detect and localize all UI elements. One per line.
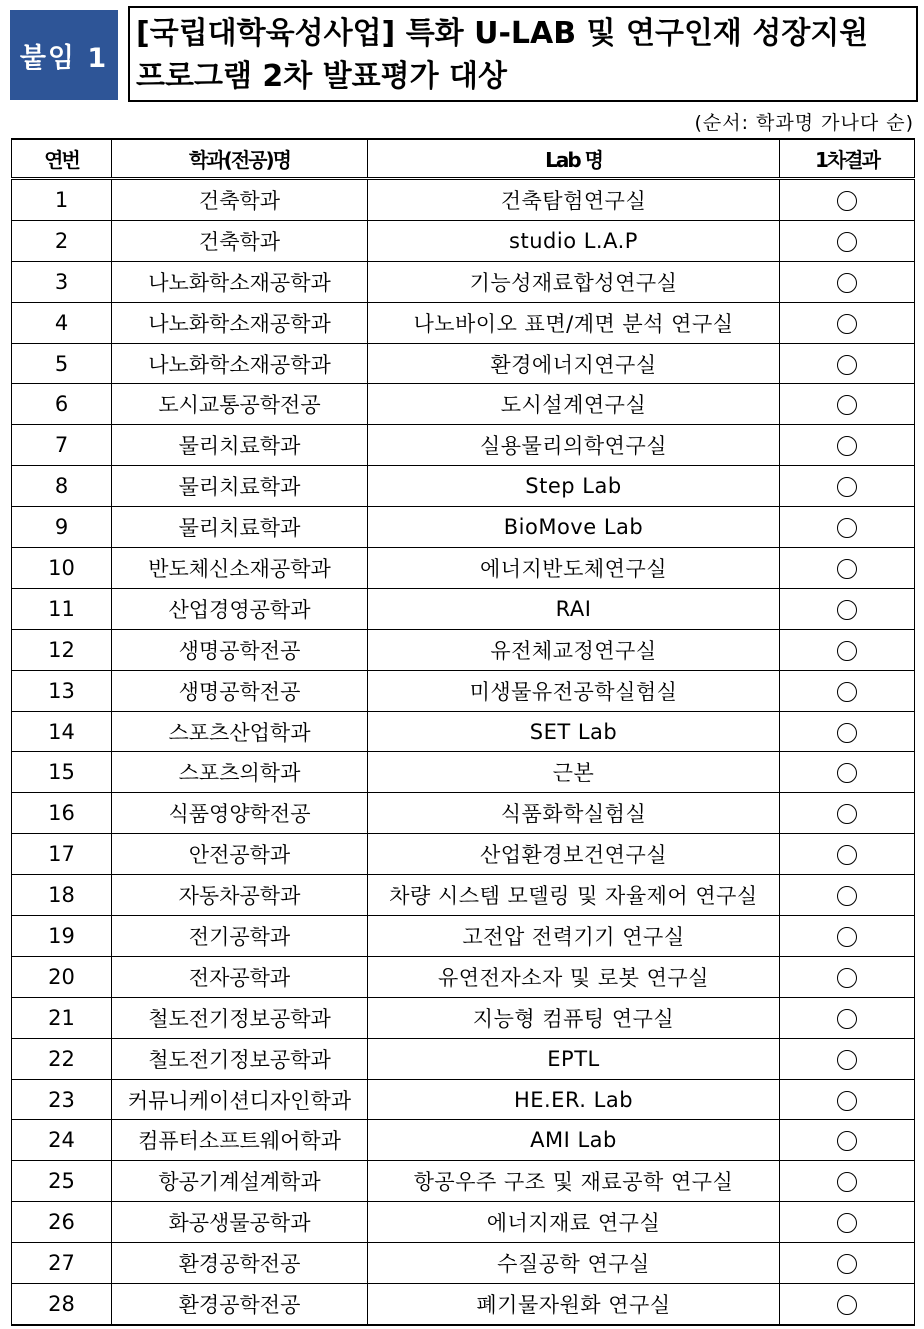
circle-mark-icon — [837, 1050, 857, 1070]
circle-mark-icon — [837, 845, 857, 865]
circle-mark-icon — [837, 600, 857, 620]
cell-lab: Step Lab — [368, 466, 780, 507]
cell-no: 1 — [12, 179, 112, 221]
cell-result — [780, 220, 915, 261]
cell-no: 8 — [12, 466, 112, 507]
result-value — [857, 474, 858, 475]
cell-result — [780, 343, 915, 384]
circle-mark-icon — [837, 804, 857, 824]
cell-result — [780, 793, 915, 834]
cell-lab: 식품화학실험실 — [368, 793, 780, 834]
table-body — [12, 179, 915, 1325]
cell-dept: 나노화학소재공학과 — [112, 343, 368, 384]
cell-lab: AMI Lab — [368, 1120, 780, 1161]
cell-lab: 환경에너지연구실 — [368, 343, 780, 384]
cell-result — [780, 384, 915, 425]
result-value — [857, 352, 858, 353]
cell-no: 19 — [12, 916, 112, 957]
cell-dept: 나노화학소재공학과 — [112, 261, 368, 302]
cell-lab: 에너지반도체연구실 — [368, 548, 780, 589]
cell-no: 12 — [12, 629, 112, 670]
result-value — [857, 679, 858, 680]
circle-mark-icon — [837, 1172, 857, 1192]
result-value — [857, 311, 858, 312]
cell-result — [780, 548, 915, 589]
result-value — [857, 1292, 858, 1293]
cell-lab: 나노바이오 표면/계면 분석 연구실 — [368, 302, 780, 343]
result-value — [857, 1047, 858, 1048]
header-lab: Lab 명 — [368, 139, 780, 179]
result-value — [857, 883, 858, 884]
result-value — [857, 1169, 858, 1170]
table-row — [12, 1038, 915, 1079]
table-row — [12, 548, 915, 589]
cell-lab: 에너지재료 연구실 — [368, 1202, 780, 1243]
cell-lab: 미생물유전공학실험실 — [368, 670, 780, 711]
attachment-badge — [10, 10, 118, 100]
cell-result — [780, 1202, 915, 1243]
result-value — [857, 720, 858, 721]
circle-mark-icon — [837, 559, 857, 579]
cell-dept: 건축학과 — [112, 179, 368, 221]
cell-dept: 철도전기정보공학과 — [112, 1038, 368, 1079]
circle-mark-icon — [837, 395, 857, 415]
cell-no: 20 — [12, 956, 112, 997]
cell-result — [780, 997, 915, 1038]
circle-mark-icon — [837, 1254, 857, 1274]
cell-lab: 기능성재료합성연구실 — [368, 261, 780, 302]
result-value — [857, 597, 858, 598]
table-row — [12, 507, 915, 548]
cell-dept: 식품영양학전공 — [112, 793, 368, 834]
cell-no: 10 — [12, 548, 112, 589]
table-header-row — [12, 139, 915, 179]
cell-result — [780, 1120, 915, 1161]
cell-lab: 지능형 컴퓨팅 연구실 — [368, 997, 780, 1038]
cell-no: 27 — [12, 1243, 112, 1284]
cell-result — [780, 834, 915, 875]
header-no: 연번 — [12, 139, 112, 179]
header-dept: 학과(전공)명 — [112, 139, 368, 179]
table-row — [12, 1202, 915, 1243]
table-row — [12, 1284, 915, 1325]
circle-mark-icon — [837, 763, 857, 783]
cell-result — [780, 875, 915, 916]
cell-lab: 근본 — [368, 752, 780, 793]
table-row — [12, 1120, 915, 1161]
table-row — [12, 711, 915, 752]
cell-result — [780, 629, 915, 670]
result-value — [857, 433, 858, 434]
table-row — [12, 834, 915, 875]
cell-no: 15 — [12, 752, 112, 793]
cell-result — [780, 179, 915, 221]
cell-dept: 안전공학과 — [112, 834, 368, 875]
cell-result — [780, 916, 915, 957]
cell-no: 23 — [12, 1079, 112, 1120]
cell-dept: 산업경영공학과 — [112, 588, 368, 629]
circle-mark-icon — [837, 314, 857, 334]
cell-result — [780, 1038, 915, 1079]
cell-no: 5 — [12, 343, 112, 384]
cell-no: 26 — [12, 1202, 112, 1243]
cell-lab: 유연전자소자 및 로봇 연구실 — [368, 956, 780, 997]
result-value — [857, 1088, 858, 1089]
title-line-2: 프로그램 2차 발표평가 대상 — [136, 59, 507, 94]
document-title — [128, 6, 918, 102]
table-row — [12, 302, 915, 343]
cell-result — [780, 752, 915, 793]
cell-result — [780, 956, 915, 997]
cell-lab: 산업환경보건연구실 — [368, 834, 780, 875]
cell-result — [780, 1079, 915, 1120]
cell-result — [780, 1284, 915, 1325]
circle-mark-icon — [837, 273, 857, 293]
cell-dept: 건축학과 — [112, 220, 368, 261]
table-row — [12, 752, 915, 793]
table-row — [12, 793, 915, 834]
cell-lab: 유전체교정연구실 — [368, 629, 780, 670]
table-row — [12, 1161, 915, 1202]
result-value — [857, 760, 858, 761]
result-value — [857, 229, 858, 230]
cell-result — [780, 466, 915, 507]
cell-result — [780, 507, 915, 548]
cell-no: 18 — [12, 875, 112, 916]
circle-mark-icon — [837, 1213, 857, 1233]
cell-no: 14 — [12, 711, 112, 752]
cell-result — [780, 1243, 915, 1284]
cell-lab: 고전압 전력기기 연구실 — [368, 916, 780, 957]
circle-mark-icon — [837, 886, 857, 906]
result-value — [857, 842, 858, 843]
result-value — [857, 801, 858, 802]
cell-lab: BioMove Lab — [368, 507, 780, 548]
result-value — [857, 392, 858, 393]
circle-mark-icon — [837, 968, 857, 988]
circle-mark-icon — [837, 682, 857, 702]
attachment-badge-label: 붙임 1 — [19, 42, 109, 74]
cell-lab: 도시설계연구실 — [368, 384, 780, 425]
title-line-1: [국립대학육성사업] 특화 U-LAB 및 연구인재 성장지원 — [136, 16, 869, 51]
cell-no: 22 — [12, 1038, 112, 1079]
cell-no: 24 — [12, 1120, 112, 1161]
cell-no: 21 — [12, 997, 112, 1038]
circle-mark-icon — [837, 436, 857, 456]
table-row — [12, 997, 915, 1038]
cell-dept: 생명공학전공 — [112, 629, 368, 670]
cell-dept: 도시교통공학전공 — [112, 384, 368, 425]
circle-mark-icon — [837, 1295, 857, 1315]
cell-no: 2 — [12, 220, 112, 261]
cell-no: 28 — [12, 1284, 112, 1325]
cell-dept: 자동차공학과 — [112, 875, 368, 916]
cell-no: 16 — [12, 793, 112, 834]
table-row — [12, 670, 915, 711]
cell-result — [780, 261, 915, 302]
cell-result — [780, 1161, 915, 1202]
circle-mark-icon — [837, 1009, 857, 1029]
cell-dept: 나노화학소재공학과 — [112, 302, 368, 343]
cell-lab: EPTL — [368, 1038, 780, 1079]
result-value — [857, 1006, 858, 1007]
result-value — [857, 965, 858, 966]
cell-lab: RAI — [368, 588, 780, 629]
table-row — [12, 629, 915, 670]
cell-no: 9 — [12, 507, 112, 548]
cell-no: 7 — [12, 425, 112, 466]
cell-dept: 철도전기정보공학과 — [112, 997, 368, 1038]
cell-dept: 물리치료학과 — [112, 507, 368, 548]
table-row — [12, 343, 915, 384]
circle-mark-icon — [837, 641, 857, 661]
cell-no: 6 — [12, 384, 112, 425]
cell-dept: 커뮤니케이션디자인학과 — [112, 1079, 368, 1120]
cell-no: 13 — [12, 670, 112, 711]
cell-dept: 전자공학과 — [112, 956, 368, 997]
cell-dept: 환경공학전공 — [112, 1284, 368, 1325]
cell-lab: 항공우주 구조 및 재료공학 연구실 — [368, 1161, 780, 1202]
table-row — [12, 261, 915, 302]
cell-no: 3 — [12, 261, 112, 302]
result-value — [857, 924, 858, 925]
circle-mark-icon — [837, 232, 857, 252]
cell-lab: 실용물리의학연구실 — [368, 425, 780, 466]
cell-lab: 수질공학 연구실 — [368, 1243, 780, 1284]
cell-result — [780, 670, 915, 711]
cell-dept: 스포츠산업학과 — [112, 711, 368, 752]
lab-list-table — [11, 138, 915, 1326]
cell-dept: 환경공학전공 — [112, 1243, 368, 1284]
circle-mark-icon — [837, 927, 857, 947]
cell-dept: 화공생물공학과 — [112, 1202, 368, 1243]
table-row — [12, 1079, 915, 1120]
result-value — [857, 638, 858, 639]
result-value — [857, 515, 858, 516]
table-row — [12, 1243, 915, 1284]
table-row — [12, 466, 915, 507]
cell-lab: HE.ER. Lab — [368, 1079, 780, 1120]
table-row — [12, 220, 915, 261]
result-value — [857, 556, 858, 557]
table-row — [12, 588, 915, 629]
cell-lab: SET Lab — [368, 711, 780, 752]
cell-dept: 물리치료학과 — [112, 425, 368, 466]
circle-mark-icon — [837, 723, 857, 743]
cell-no: 25 — [12, 1161, 112, 1202]
cell-lab: 건축탐험연구실 — [368, 179, 780, 221]
table-row — [12, 956, 915, 997]
cell-lab: 차량 시스템 모델링 및 자율제어 연구실 — [368, 875, 780, 916]
circle-mark-icon — [837, 191, 857, 211]
cell-result — [780, 302, 915, 343]
result-value — [857, 270, 858, 271]
table-row — [12, 179, 915, 221]
cell-result — [780, 588, 915, 629]
table-row — [12, 425, 915, 466]
cell-dept: 물리치료학과 — [112, 466, 368, 507]
circle-mark-icon — [837, 1091, 857, 1111]
circle-mark-icon — [837, 477, 857, 497]
header-result: 1차결과 — [780, 139, 915, 179]
cell-dept: 반도체신소재공학과 — [112, 548, 368, 589]
cell-result — [780, 425, 915, 466]
cell-no: 17 — [12, 834, 112, 875]
cell-lab: studio L.A.P — [368, 220, 780, 261]
cell-no: 4 — [12, 302, 112, 343]
table-row — [12, 916, 915, 957]
cell-lab: 폐기물자원화 연구실 — [368, 1284, 780, 1325]
circle-mark-icon — [837, 355, 857, 375]
cell-result — [780, 711, 915, 752]
table-row — [12, 875, 915, 916]
order-note: (순서: 학과명 가나다 순) — [694, 112, 914, 134]
result-value — [857, 188, 858, 189]
result-value — [857, 1210, 858, 1211]
table-row — [12, 384, 915, 425]
cell-dept: 컴퓨터소프트웨어학과 — [112, 1120, 368, 1161]
cell-dept: 전기공학과 — [112, 916, 368, 957]
cell-dept: 생명공학전공 — [112, 670, 368, 711]
circle-mark-icon — [837, 518, 857, 538]
result-value — [857, 1128, 858, 1129]
circle-mark-icon — [837, 1131, 857, 1151]
cell-no: 11 — [12, 588, 112, 629]
cell-dept: 스포츠의학과 — [112, 752, 368, 793]
result-value — [857, 1251, 858, 1252]
cell-dept: 항공기계설계학과 — [112, 1161, 368, 1202]
